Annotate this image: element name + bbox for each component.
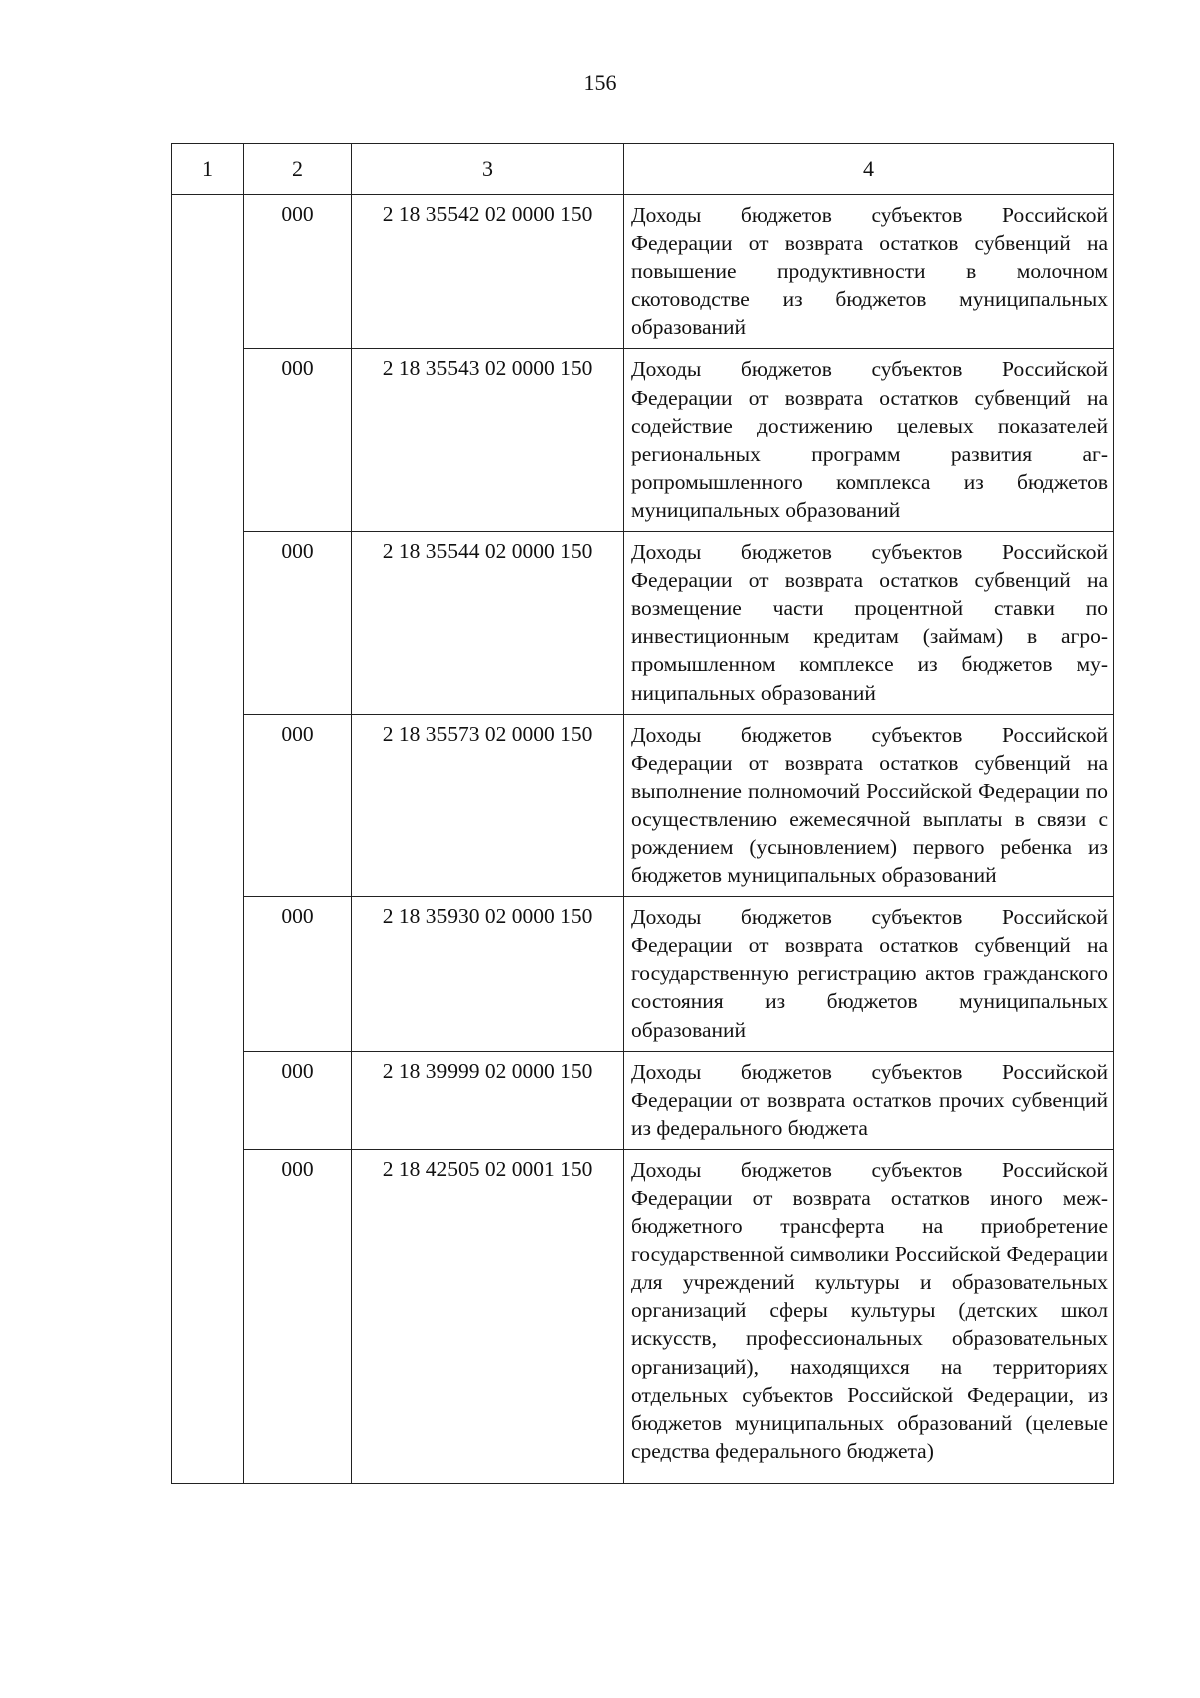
admin-code-cell: 000 <box>244 897 352 1051</box>
table-row <box>172 897 1114 1051</box>
description-cell: Доходы бюджетов субъектов Российской Федерации от возврата остатков субвенций на содействие достижению целевых показателей региональных программ развития агропромышленного комплекса из бюджетов муниципальных образований <box>624 349 1114 532</box>
budget-code-cell: 2 18 35930 02 0000 150 <box>352 897 624 1051</box>
admin-code-cell: 000 <box>244 532 352 715</box>
description-cell: Доходы бюджетов субъектов Российской Федерации от возврата остатков субвенций на выполнение полномочий Российской Федерации по осуществлению ежемесячной выплаты в связи с рождением (усыновлением) первого ребенка из бюджетов муниципальных образований <box>624 714 1114 897</box>
header-col-4: 4 <box>624 144 1114 195</box>
description-cell: Доходы бюджетов субъектов Российской Федерации от возврата остатков субвенций на повышение продуктивности в молочном скотоводстве из бюджетов муниципальных образований <box>624 195 1114 349</box>
budget-code-cell: 2 18 39999 02 0000 150 <box>352 1051 624 1149</box>
budget-code-cell: 2 18 35573 02 0000 150 <box>352 714 624 897</box>
table-row <box>172 1149 1114 1483</box>
description-cell: Доходы бюджетов субъектов Российской Федерации от возврата остатков субвенций на государственную регистрацию актов гражданского состояния из бюджетов муниципальных образований <box>624 897 1114 1051</box>
table-row <box>172 714 1114 897</box>
empty-col-1-cell <box>172 195 244 1484</box>
classification-table <box>171 143 1114 1484</box>
header-col-1: 1 <box>172 144 244 195</box>
admin-code-cell: 000 <box>244 195 352 349</box>
table-row <box>172 349 1114 532</box>
table-header-row <box>172 144 1114 195</box>
description-cell: Доходы бюджетов субъектов Российской Федерации от возврата остатков иного межбюджетного трансферта на приобретение государственной символики Российской Федерации для учреждений культуры и образовательных организаций сферы культуры (детских школ искусств, профессиональных образовательных организаций), находящихся на территориях отдельных субъектов Российской Федерации, из бюджетов муниципальных образований (целевые средства федерального бюджета) <box>624 1149 1114 1483</box>
budget-code-cell: 2 18 35544 02 0000 150 <box>352 532 624 715</box>
page-number: 156 <box>583 70 617 95</box>
admin-code-cell: 000 <box>244 1149 352 1483</box>
table-row <box>172 1051 1114 1149</box>
budget-code-cell: 2 18 35543 02 0000 150 <box>352 349 624 532</box>
description-cell: Доходы бюджетов субъектов Российской Федерации от возврата остатков прочих субвенций из федерального бюджета <box>624 1051 1114 1149</box>
admin-code-cell: 000 <box>244 1051 352 1149</box>
budget-code-cell: 2 18 35542 02 0000 150 <box>352 195 624 349</box>
table-row <box>172 532 1114 715</box>
budget-code-cell: 2 18 42505 02 0001 150 <box>352 1149 624 1483</box>
header-col-3: 3 <box>352 144 624 195</box>
description-cell: Доходы бюджетов субъектов Российской Федерации от возврата остатков субвенций на возмещение части процентной ставки по инвестиционным кредитам (займам) в агропромышленном комплексе из бюджетов муниципальных образований <box>624 532 1114 715</box>
header-col-2: 2 <box>244 144 352 195</box>
admin-code-cell: 000 <box>244 714 352 897</box>
table-row <box>172 195 1114 349</box>
admin-code-cell: 000 <box>244 349 352 532</box>
